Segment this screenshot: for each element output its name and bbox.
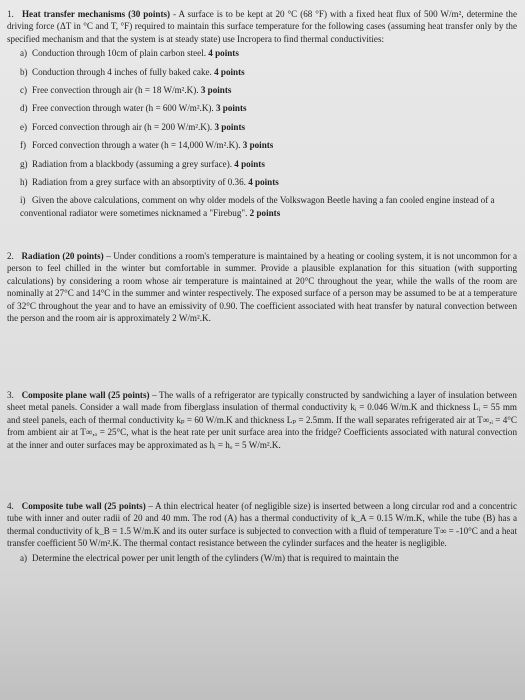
list-item: g) Radiation from a blackbody (assuming a grey surface). 4 points — [20, 158, 265, 169]
list-item: c) Free convection through air (h = 18 W/m².K). 3 points — [20, 85, 232, 96]
question-text: – Under conditions a room's temperature is maintained by a heating or cooling system, it is not uncommon for a person to feel chilled in the winter but comfortable in summer. Provide a plausible explanation for this situation (with supporting calculations) by considering a room whose air temperature is maintained at 20°C throughout the year, while the walls of the room are nominally at 27°C and 14°C in the summer and winter respectively. The exposed surface of a person may be assumed to be at a temperature of 32°C throughout the year and to have an emissivity of 0.90. The coefficient associated with heat transfer by natural convection between the person and the room air is approximately 2 W/m².K. — [7, 251, 518, 324]
question-title: Radiation (20 points) — [21, 251, 104, 261]
question-4-body — [7, 500, 517, 550]
question-text: – A thin electrical heater (of negligible size) is inserted between a long circular rod and a concentric tube with inner and outer radii of 20 and 40 mm. The rod (A) has a thermal conductivity of k_A = 0.15 W/m.K, while the tube (B) has a thermal conductivity of k_B = 1.5 W/m.K and its outer surface is subjected to convection with a fluid of temperature T∞ = -10°C and a heat transfer coefficient 50 W/m².K. The thermal contact resistance between the cylinder surfaces and the heater is negligible. — [7, 501, 518, 549]
list-item: e) Forced convection through air (h = 200 W/m².K). 3 points — [20, 121, 246, 132]
list-item: f) Forced convection through a water (h = 14,000 W/m².K). 3 points — [20, 140, 274, 151]
question-number: 1. — [7, 9, 14, 19]
question-1 — [7, 8, 517, 219]
list-item: h) Radiation from a grey surface with an absorptivity of 0.36. 4 points — [20, 177, 279, 188]
list-item: a) Determine the electrical power per unit length of the cylinders (W/m) that is required to maintain the — [20, 552, 399, 563]
question-title: Heat transfer mechanisms (30 points) — [21, 9, 171, 19]
list-item: i) Given the above calculations, comment on why older models of the Volkswagon Beetle having a fan cooled engine instead of a conventional radiator were sometimes nicknamed a "Firebug". 2 points — [20, 195, 495, 218]
question-number: 2. — [7, 251, 14, 261]
list-item: b) Conduction through 4 inches of fully baked cake. 4 points — [20, 66, 245, 77]
question-1-items — [7, 47, 517, 219]
question-2 — [7, 250, 517, 324]
question-title: Composite plane wall (25 points) — [21, 390, 150, 400]
question-4 — [7, 500, 517, 564]
question-4-items — [7, 552, 517, 564]
question-2-body — [7, 250, 517, 324]
question-intro: - A surface is to be kept at 20 °C (68 °F) with a fixed heat flux of 500 W/m², determine the driving force (ΔT in °C and T, °F) required to maintain this surface temperature for the following cases (assuming heat transfer only by the specified mechanism and that the system is at steady state) use Incropera to find thermal conductivities: — [7, 9, 517, 44]
list-item: a) Conduction through 10cm of plain carbon steel. 4 points — [20, 48, 239, 59]
question-3 — [7, 389, 517, 451]
question-number: 4. — [7, 501, 14, 511]
question-number: 3. — [7, 390, 14, 400]
question-title: Composite tube wall (25 points) — [21, 501, 146, 511]
question-1-header — [7, 8, 517, 45]
list-item: d) Free convection through water (h = 600 W/m².K). 3 points — [20, 103, 247, 114]
page-shadow — [0, 580, 525, 700]
question-3-body — [7, 389, 517, 451]
question-text: – The walls of a refrigerator are typically constructed by sandwiching a layer of insulation between sheet metal panels. Consider a wall made from fiberglass insulation of thermal conductivity kᵢ = 0.046 W/m.K and thickness Lᵢ = 55 mm and steel panels, each of thermal conductivity kₚ = 60 W/m.K and thickness Lₚ = 2.5mm. If the wall separates refrigerated air at T∞,ᵢ = 4°C from ambient air at T∞,ₒ = 25°C, what is the heat rate per unit surface area into the fridge? Coefficients associated with natural convection at the inner and outer surfaces may be approximated as hᵢ = hₒ = 5 W/m².K. — [7, 390, 517, 450]
